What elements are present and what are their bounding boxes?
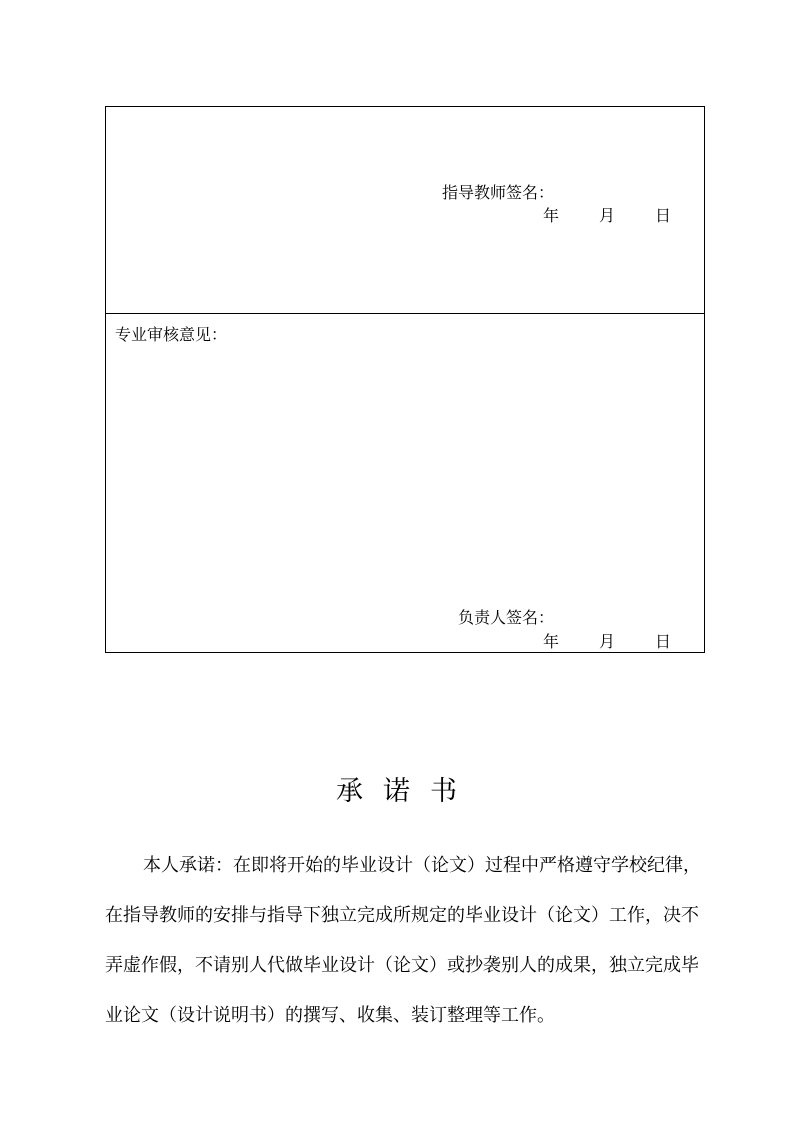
- approval-form-table: [105, 106, 705, 653]
- advisor-date-year: 年: [543, 206, 560, 225]
- reviewer-signature-label: 负责人签名：: [458, 608, 555, 627]
- review-date-row: [543, 632, 671, 652]
- pledge-line: 弄虚作假，不请别人代做毕业设计（论文）或抄袭别人的成果，独立完成毕: [105, 955, 699, 976]
- advisor-date-month: 月: [599, 206, 616, 225]
- pledge-line: 业论文（设计说明书）的撰写、收集、装订整理等工作。: [105, 1005, 555, 1026]
- review-date-month: 月: [599, 632, 616, 651]
- advisor-signature-label: 指导教师签名：: [442, 183, 555, 202]
- advisor-date-day: 日: [655, 206, 672, 225]
- pledge-body: [105, 841, 715, 1041]
- major-review-cell: [106, 314, 704, 652]
- pledge-title: 承诺书: [336, 776, 477, 807]
- pledge-line: 在指导教师的安排与指导下独立完成所规定的毕业设计（论文）工作，决不: [105, 905, 699, 926]
- pledge-line: 本人承诺：在即将开始的毕业设计（论文）过程中严格遵守学校纪律，: [143, 855, 701, 876]
- advisor-date-row: [543, 206, 671, 226]
- advisor-opinion-cell: [106, 107, 704, 314]
- major-review-label: 专业审核意见：: [115, 325, 228, 344]
- review-date-day: 日: [655, 632, 672, 651]
- review-date-year: 年: [543, 632, 560, 651]
